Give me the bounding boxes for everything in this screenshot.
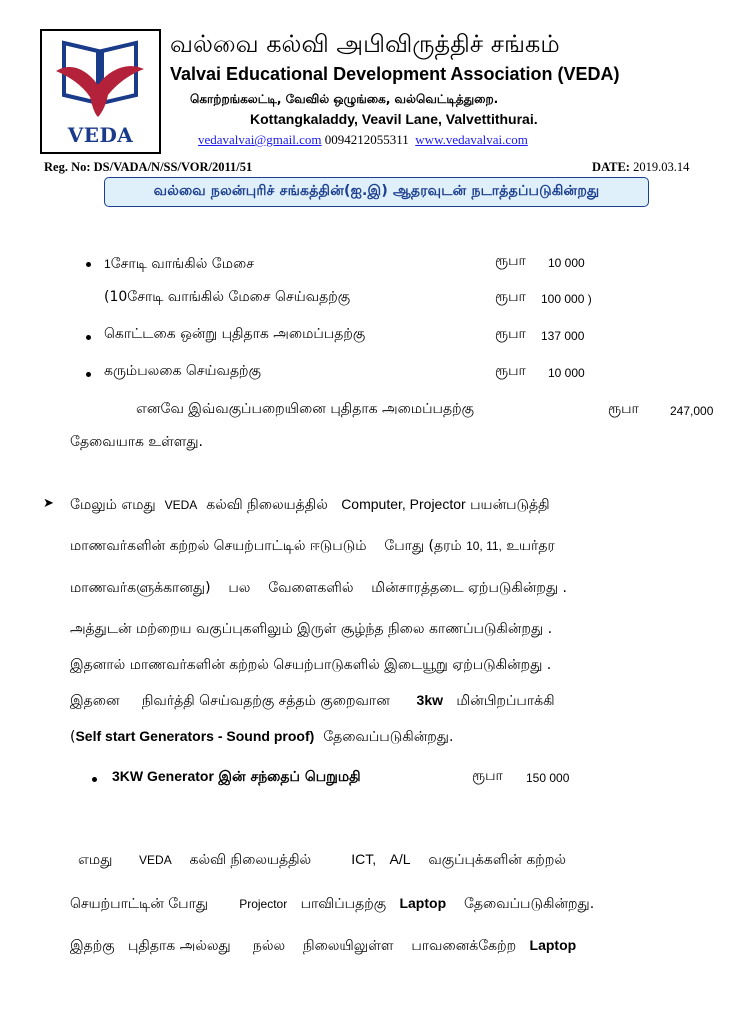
para1-line6: இதனை நிவர்த்தி செய்வதற்கு சத்தம் குறைவான 3kw மின்பிறப்பாக்கி — [70, 692, 555, 709]
para2-line2: செயற்பாட்டின் போது Projector பாவிப்பதற்கு Laptop தேவைப்படுகின்றது. — [70, 895, 595, 912]
bullet — [86, 262, 91, 267]
cost-item-label: (10சோடி வாங்கில் மேசை செய்வதற்கு — [104, 289, 351, 305]
total-amount: 247,000 — [670, 404, 714, 418]
date-line — [592, 160, 689, 175]
cost-currency: ரூபா — [495, 326, 526, 342]
registration-number: Reg. No: DS/VADA/N/SS/VOR/2011/51 — [44, 160, 253, 174]
address-tamil: கொற்றங்கலட்டி, வேவில் ஒழுங்கை, வல்வெட்டித்துறை. — [190, 92, 499, 106]
para2-line1: எமது VEDA கல்வி நிலையத்தில் ICT, A/L வகுப்புக்களின் கற்றல் — [78, 851, 566, 868]
para2-line3: இதற்கு புதிதாக அல்லது நல்ல நிலையிலுள்ள பாவனைக்கேற்ற Laptop — [70, 937, 577, 954]
cost-item-label: 1சோடி வாங்கில் மேசை — [104, 256, 255, 272]
para1-line1: மேலும் எமது VEDA கல்வி நிலையத்தில் Computer, Projector பயன்படுத்தி — [70, 496, 550, 513]
phone-number: 0094212055311 — [324, 132, 409, 147]
para1-line5: இதனால் மாணவர்களின் கற்றல் செயற்பாடுகளில் இடையூறு ஏற்படுகின்றது . — [70, 657, 552, 673]
total-currency: ரூபா — [608, 401, 639, 417]
contact-line — [198, 132, 528, 148]
cost-currency: ரூபா — [495, 253, 526, 269]
cost-amount: 10 000 — [548, 256, 585, 270]
sponsor-banner: வல்வை நலன்புரிச் சங்கத்தின்(ஐ.இ) ஆதரவுடன் நடாத்தப்படுகின்றது — [104, 177, 649, 207]
para1-line2: மாணவர்களின் கற்றல் செயற்பாட்டில் ஈடுபடும் போது (தரம் 10, 11, உயர்தர — [70, 538, 555, 554]
bullet — [86, 335, 91, 340]
generator-label: 3KW Generator இன் சந்தைப் பெறுமதி — [112, 768, 361, 785]
generator-currency: ரூபா — [472, 768, 503, 784]
cost-item-prefix: 1 — [104, 257, 111, 271]
cost-amount: 10 000 — [548, 366, 585, 380]
para1-line4: அத்துடன் மற்றைய வகுப்புகளிலும் இருள் சூழ்ந்த நிலை காணப்படுகின்றது . — [70, 621, 553, 637]
arrow-bullet-icon: ➤ — [43, 496, 54, 511]
cost-amount: 100 000 ) — [541, 292, 592, 306]
website-link[interactable]: www.vedavalvai.com — [415, 132, 528, 147]
logo — [40, 29, 161, 154]
cost-item-label: கொட்டகை ஒன்று புதிதாக அமைப்பதற்கு — [104, 326, 366, 342]
cost-currency: ரூபா — [495, 289, 526, 305]
logo-text: VEDA — [67, 123, 134, 147]
email-link[interactable]: vedavalvai@gmail.com — [198, 132, 322, 147]
bullet — [92, 777, 97, 782]
cost-currency: ரூபா — [495, 363, 526, 379]
org-title-tamil: வல்வை கல்வி அபிவிருத்திச் சங்கம் — [170, 30, 560, 58]
generator-amount: 150 000 — [526, 771, 570, 785]
bullet — [86, 372, 91, 377]
para1-line3: மாணவர்களுக்கானது) பல வேளைகளில் மின்சாரத்தடை ஏற்படுகின்றது . — [70, 580, 567, 596]
cost-item-label: கரும்பலகை செய்வதற்கு — [104, 363, 261, 379]
org-title-english: Valvai Educational Development Association (VEDA) — [170, 64, 620, 84]
date-value: 2019.03.14 — [633, 160, 690, 174]
cost-amount: 137 000 — [541, 329, 585, 343]
address-english: Kottangkaladdy, Veavil Lane, Valvettithurai. — [250, 111, 538, 127]
total-text: எனவே இவ்வகுப்பறையினை புதிதாக அமைப்பதற்கு — [136, 401, 474, 417]
date-label: DATE: — [592, 160, 630, 174]
total-line2: தேவையாக உள்ளது. — [70, 434, 203, 450]
para1-line7: (Self start Generators - Sound proof) தேவைப்படுகின்றது. — [70, 728, 454, 745]
